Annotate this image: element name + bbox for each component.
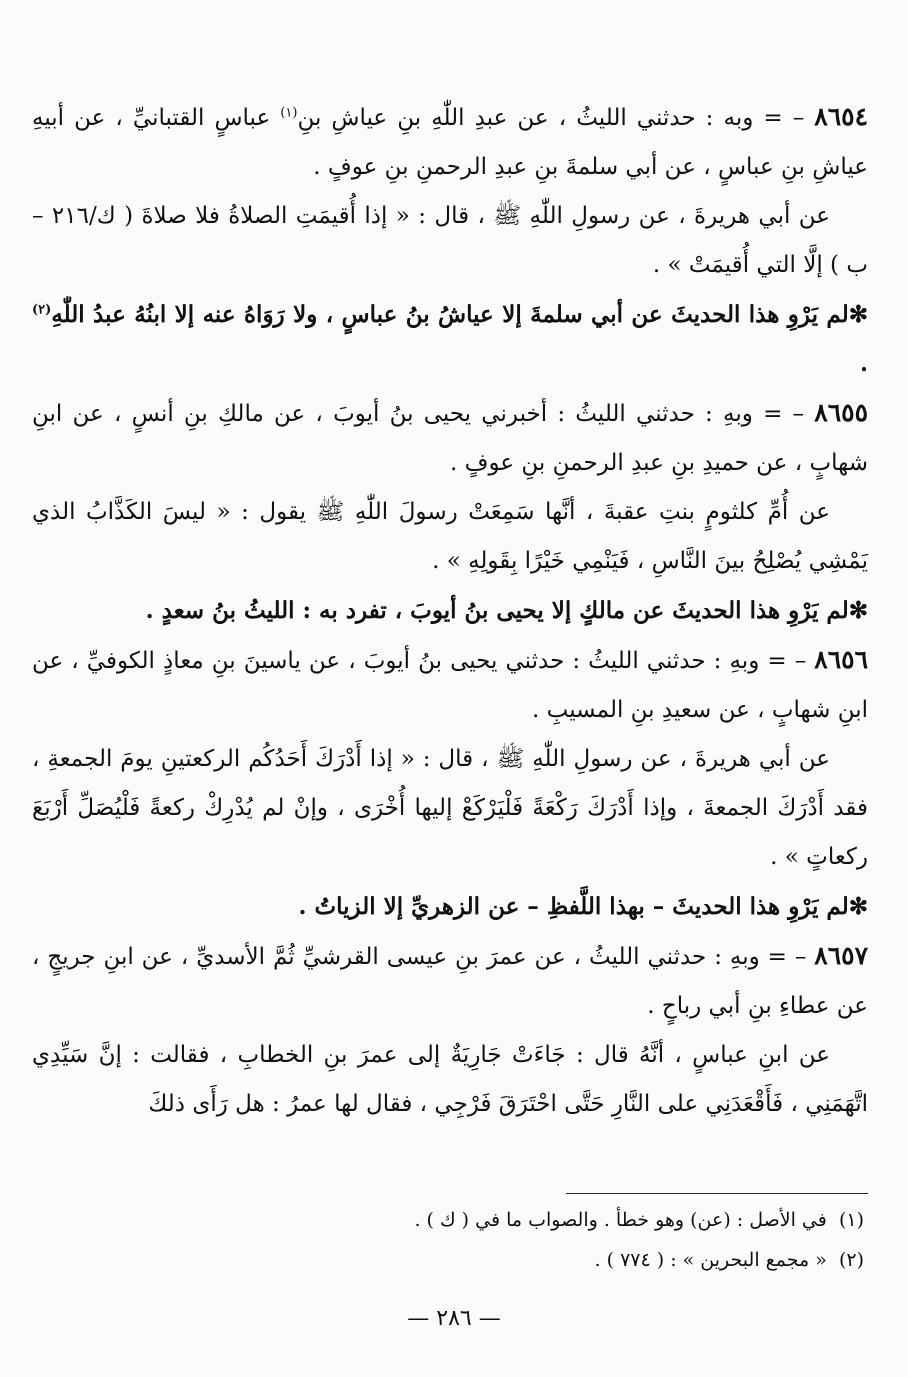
star-icon: ✻ xyxy=(848,893,868,920)
hadith-number: ٨٦٥٧ xyxy=(814,941,868,970)
star-icon: ✻ xyxy=(848,301,868,328)
hadith-8655-matn: عن أُمِّ كلثومٍ بنتِ عقبةَ ، أنَّها سَمِعَتْ رسولَ اللّٰهِ ﷺ يقول : « ليسَ الكَذَّابُ الذي يَمْشِي يُصْلِحُ بينَ النَّاسِ ، فَيَنْمِي خَيْرًا بِقَولِهِ » . xyxy=(32,499,868,574)
footnote-label: (٢) xyxy=(838,1249,864,1271)
hadith-8656-matn: عن أبي هريرةَ ، عن رسولِ اللّٰهِ ﷺ ، قال : « إذا أَدْرَكَ أَحَدُكُم الركعتينِ يومَ الجمعةِ ، فقد أَدْرَكَ الجمعةَ ، وإذا أَدْرَكَ رَكْعَةً فَلْيَرْكَعْ إليها أُخْرَى ، وإنْ لم يُدْرِكْ ركعةً فَلْيُصَلِّ أَرْبَعَ ركعاتٍ » . xyxy=(32,746,868,870)
main-text xyxy=(32,92,868,1129)
hadith-number: ٨٦٥٤ xyxy=(814,102,869,131)
hadith-8657-matn: عن ابنِ عباسٍ ، أنَّهُ قال : جَاءَتْ جَارِيَةٌ إلى عمرَ بنِ الخطابِ ، فقالت : إنَّ سَيِّدِي اتَّهَمَنِي ، فَأَقْعَدَنِي على النَّارِ حَتَّى احْتَرَقَ فَرْجِي ، فقال لها عمرُ : هل رَأَى ذلكَ xyxy=(32,1042,868,1117)
star-icon: ✻ xyxy=(848,597,868,624)
footnote-divider xyxy=(566,1193,868,1194)
isnad-text-cont: عباسٍ القتبانيِّ ، عن أبيهِ عياشِ بنِ عباسٍ ، عن أبي سلمةَ بنِ عبدِ الرحمنِ بنِ عوفٍ . xyxy=(32,105,868,180)
hadith-number: ٨٦٥٥ xyxy=(814,398,868,427)
comment-text: لم يَرْوِ هذا الحديثَ عن مالكٍ إلا يحيى بنُ أيوبَ ، تفرد به : الليثُ بنُ سعدٍ . xyxy=(145,597,849,624)
footnote-text: « مجمع البحرين » : ( ٧٧٤ ) . xyxy=(594,1249,827,1271)
isnad-text: – = وبهِ : حدثني الليثُ : حدثني يحيى بنُ أيوبَ ، عن ياسينَ بنِ معاذٍ الكوفيِّ ، عن ابنِ شهابٍ ، عن سعيدِ بنِ المسيبِ . xyxy=(32,648,868,723)
hadith-8657-isnad xyxy=(32,931,868,1031)
footnotes xyxy=(32,1200,864,1280)
hadith-number: ٨٦٥٦ xyxy=(814,645,868,674)
footnote-1 xyxy=(32,1200,864,1240)
comment-end: . xyxy=(859,350,868,377)
comment-text: لم يَرْوِ هذا الحديثَ عن أبي سلمةَ إلا عياشُ بنُ عباسٍ ، ولا رَوَاهُ عنه إلا ابنُهُ عبدُ اللّٰهِ xyxy=(51,301,849,328)
hadith-8654-isnad xyxy=(32,92,868,192)
footnote-ref: (٢) xyxy=(32,302,52,318)
hadith-8655-comment xyxy=(32,586,868,635)
footnote-text: في الأصل : (عن) وهو خطأ . والصواب ما في ( ك ) . xyxy=(414,1209,827,1231)
isnad-text: – = وبهِ : حدثني الليثُ ، عن عمرَ بنِ عيسى القرشيِّ ثُمَّ الأسديِّ ، عن ابنِ جريجٍ ، عن عطاءِ بنِ أبي رباحٍ . xyxy=(32,944,868,1019)
page-number: — ٢٨٦ — xyxy=(407,1306,501,1331)
hadith-8656-comment xyxy=(32,882,868,931)
isnad-text: – = وبهِ : حدثني الليثُ : أخبرني يحيى بنُ أيوبَ ، عن مالكِ بنِ أنسٍ ، عن ابنِ شهابٍ ، عن حميدِ بنِ عبدِ الرحمنِ بنِ عوفٍ . xyxy=(32,401,868,476)
comment-text: لم يَرْوِ هذا الحديثَ – بهذا اللَّفظِ – عن الزهريِّ إلا الزياتُ . xyxy=(298,893,849,920)
hadith-8656-isnad xyxy=(32,635,868,735)
hadith-8655-isnad xyxy=(32,388,868,488)
footnote-label: (١) xyxy=(838,1209,864,1231)
footnote-ref: (١) xyxy=(280,105,298,121)
footnote-2 xyxy=(32,1240,864,1280)
isnad-text: – = وبه : حدثني الليثُ ، عن عبدِ اللّٰهِ بنِ عياشِ بنِ xyxy=(297,105,815,131)
hadith-8654-comment xyxy=(32,290,868,388)
hadith-8654-matn: عن أبي هريرةَ ، عن رسولِ اللّٰهِ ﷺ ، قال : « إذا أُقيمَتِ الصلاةُ فلا صلاةَ ( ك/٢١٦ – ب ) إلَّا التي أُقيمَتْ » . xyxy=(32,203,868,278)
